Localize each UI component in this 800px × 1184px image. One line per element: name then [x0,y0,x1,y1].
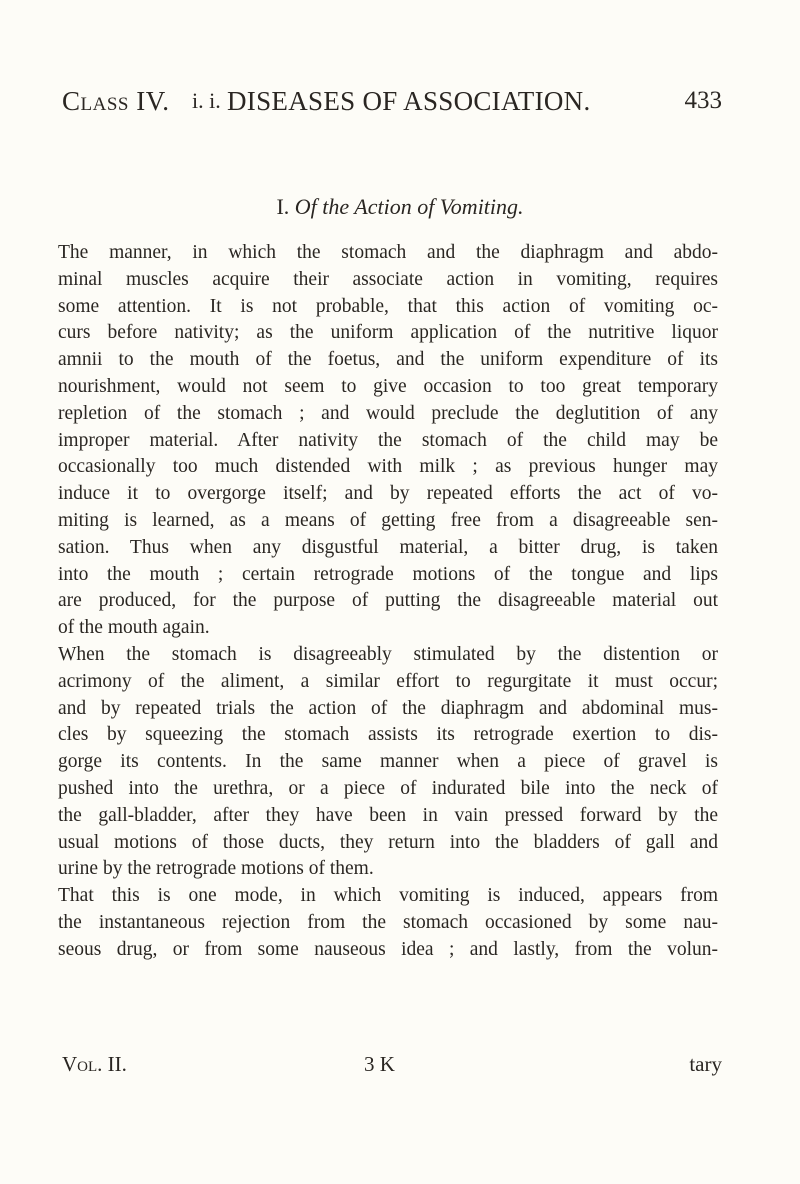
text-line: of the mouth again. [58,617,210,639]
text-line: When the stomach is disagreeably stimulated by the distention or [58,643,718,665]
text-line: usual motions of those ducts, they return into the bladders of gall and [58,831,718,853]
section-number: I. [276,194,290,219]
text-line: pushed into the urethra, or a piece of indurated bile into the neck of [58,777,718,799]
text-line: urine by the retrograde motions of them. [58,858,374,880]
text-line: cles by squeezing the stomach assists its retrograde exertion to dis- [58,724,718,746]
running-head-title: DISEASES OF ASSOCIATION. [227,86,591,116]
text-line: seous drug, or from some nauseous idea ; and lastly, from the volun- [58,938,718,960]
signature-mark: 3 K [364,1052,395,1076]
text-line: curs before nativity; as the uniform application of the nutritive liquor [58,322,718,344]
body-text [58,240,718,964]
text-line: induce it to overgorge itself; and by repeated efforts the act of vo- [58,483,718,505]
running-head [62,84,722,118]
text-line: are produced, for the purpose of putting the disagreeable material out [58,590,718,612]
text-line: nourishment, would not seem to give occasion to too great temporary [58,375,718,397]
running-head-class: Class IV. [62,86,170,116]
text-line: the gall-bladder, after they have been in vain pressed forward by the [58,804,718,826]
page-footer [62,1050,722,1078]
text-line: occasionally too much distended with milk ; as previous hunger may [58,456,718,478]
text-line: and by repeated trials the action of the diaphragm and abdominal mus- [58,697,718,719]
text-line: amnii to the mouth of the foetus, and the uniform expenditure of its [58,349,718,371]
text-line: That this is one mode, in which vomiting is induced, appears from [58,885,718,907]
text-line: the instantaneous rejection from the stomach occasioned by some nau- [58,911,718,933]
text-line: improper material. After nativity the stomach of the child may be [58,429,718,451]
text-line: into the mouth ; certain retrograde motions of the tongue and lips [58,563,718,585]
running-head-section: i. i. [192,88,221,113]
text-line: acrimony of the aliment, a similar effort to regurgitate it must occur; [58,670,718,692]
text-line: some attention. It is not probable, that this action of vomiting oc- [58,295,718,317]
catchword: tary [689,1052,722,1076]
section-title: Of the Action of Vomiting. [294,194,524,219]
volume-label: Vol. II. [62,1052,127,1076]
text-line: minal muscles acquire their associate action in vomiting, requires [58,268,718,290]
page-number: 433 [684,87,722,114]
text-line: The manner, in which the stomach and the diaphragm and abdo- [58,242,718,263]
section-heading [0,193,800,221]
text-line: gorge its contents. In the same manner when a piece of gravel is [58,751,718,773]
text-line: sation. Thus when any disgustful material, a bitter drug, is taken [58,536,718,558]
text-line: repletion of the stomach ; and would preclude the deglutition of any [58,402,718,424]
text-line: miting is learned, as a means of getting free from a disagreeable sen- [58,509,718,531]
